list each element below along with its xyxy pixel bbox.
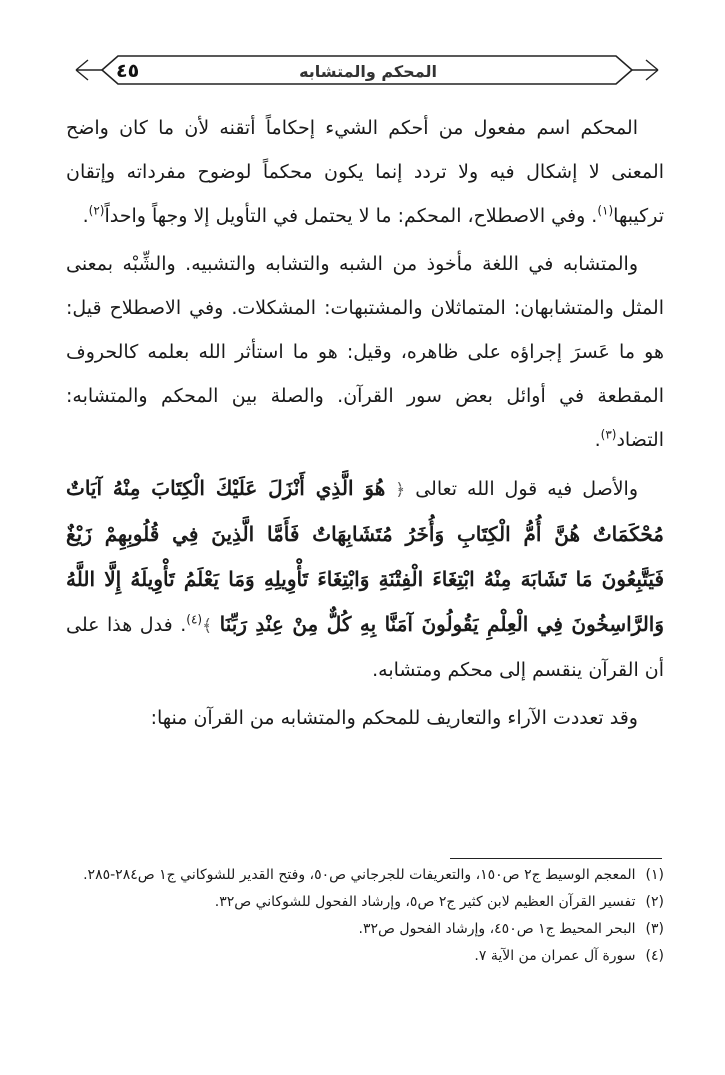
paragraph-muhkam [66, 106, 664, 238]
paragraph-verse [66, 466, 664, 692]
footnote-item [60, 916, 664, 943]
footnotes [60, 862, 664, 970]
footnote-text: المعجم الوسيط ج٢ ص١٥٠، والتعريفات للجرجاني ص٥٠، وفتح القدير للشوكاني ج١ ص٢٨٤-٢٨٥. [83, 867, 636, 883]
paragraph-text: . وفي الاصطلاح، المحكم: ما لا يحتمل في التأويل إلا وجهاً واحداً [104, 205, 598, 227]
footnote-ref-1: (١) [597, 203, 614, 218]
verse-close-bracket: ﴾ [202, 616, 213, 636]
footnote-ref-2: (٢) [88, 203, 105, 218]
paragraph-text: وقد تعددت الآراء والتعاريف للمحكم والمتشابه من القرآن منها: [150, 707, 638, 729]
paragraph-text: المحكم اسم مفعول من أحكم الشيء إحكاماً أتقنه لأن ما كان واضح المعنى لا إشكال فيه ولا تردد إنما يكون محكماً لوضوح مفرداته وإتقان تركيبها [66, 117, 664, 227]
quran-verse: هُوَ الَّذِي أَنْزَلَ عَلَيْكَ الْكِتَابَ مِنْهُ آيَاتٌ مُحْكَمَاتٌ هُنَّ أُمُّ الْكِتَابِ وَأُخَرُ مُتَشَابِهَاتٌ فَأَمَّا الَّذِينَ فِي قُلُوبِهِمْ زَيْغٌ فَيَتَّبِعُونَ مَا تَشَابَهَ مِنْهُ ابْتِغَاءَ الْفِتْنَةِ وَابْتِغَاءَ تَأْوِيلِهِ وَمَا يَعْلَمُ تَأْوِيلَهُ إِلَّا اللَّهُ وَالرَّاسِخُونَ فِي الْعِلْمِ يَقُولُونَ آمَنَّا بِهِ كُلٌّ مِنْ عِنْدِ رَبِّنَا [66, 476, 664, 636]
page-header [72, 46, 662, 94]
footnote-number: (١) [645, 867, 664, 883]
paragraph-text: . [82, 205, 89, 227]
paragraph-definitions [66, 696, 664, 740]
footnote-item [60, 943, 664, 970]
footnote-text: البحر المحيط ج١ ص٤٥٠، وإرشاد الفحول ص٣٢. [358, 921, 636, 937]
paragraph-mutashabih [66, 242, 664, 462]
main-text [66, 106, 664, 744]
footnote-number: (٢) [645, 894, 664, 910]
footnote-item [60, 862, 664, 889]
paragraph-text: والأصل فيه قول الله تعالى [415, 478, 639, 500]
footnote-number: (٣) [645, 921, 664, 937]
verse-open-bracket: ﴿ [395, 480, 406, 500]
footnote-ref-3: (٣) [600, 427, 617, 442]
running-head: المحكم والمتشابه [299, 62, 437, 81]
paragraph-text: والمتشابه في اللغة مأخوذ من الشبه والتشابه والتشبيه. والشِّبْه بمعنى المثل والمتشابهان: المتماثلان والمشتبهات: المشكلات. وفي الاصطلاح قيل: هو ما عَسرَ إجراؤه على ظاهره، وقيل: هو ما استأثر الله بعلمه كالحروف المقطعة في أوائل بعض سور القرآن. والصلة بين المحكم والمتشابه: التضاد [66, 253, 664, 451]
paragraph-text: . فدل هذا على أن القرآن ينقسم إلى محكم ومتشابه. [66, 614, 664, 681]
footnote-text: سورة آل عمران من الآية ٧. [474, 948, 636, 964]
footnote-ref-4: (٤) [186, 612, 203, 627]
footnote-text: تفسير القرآن العظيم لابن كثير ج٢ ص٥، وإرشاد الفحول للشوكاني ص٣٢. [214, 894, 636, 910]
footnote-item [60, 889, 664, 916]
page-number: ٤٥ [116, 60, 140, 82]
paragraph-text: . [594, 429, 601, 451]
footnote-number: (٤) [645, 948, 664, 964]
footnote-divider [450, 858, 662, 859]
